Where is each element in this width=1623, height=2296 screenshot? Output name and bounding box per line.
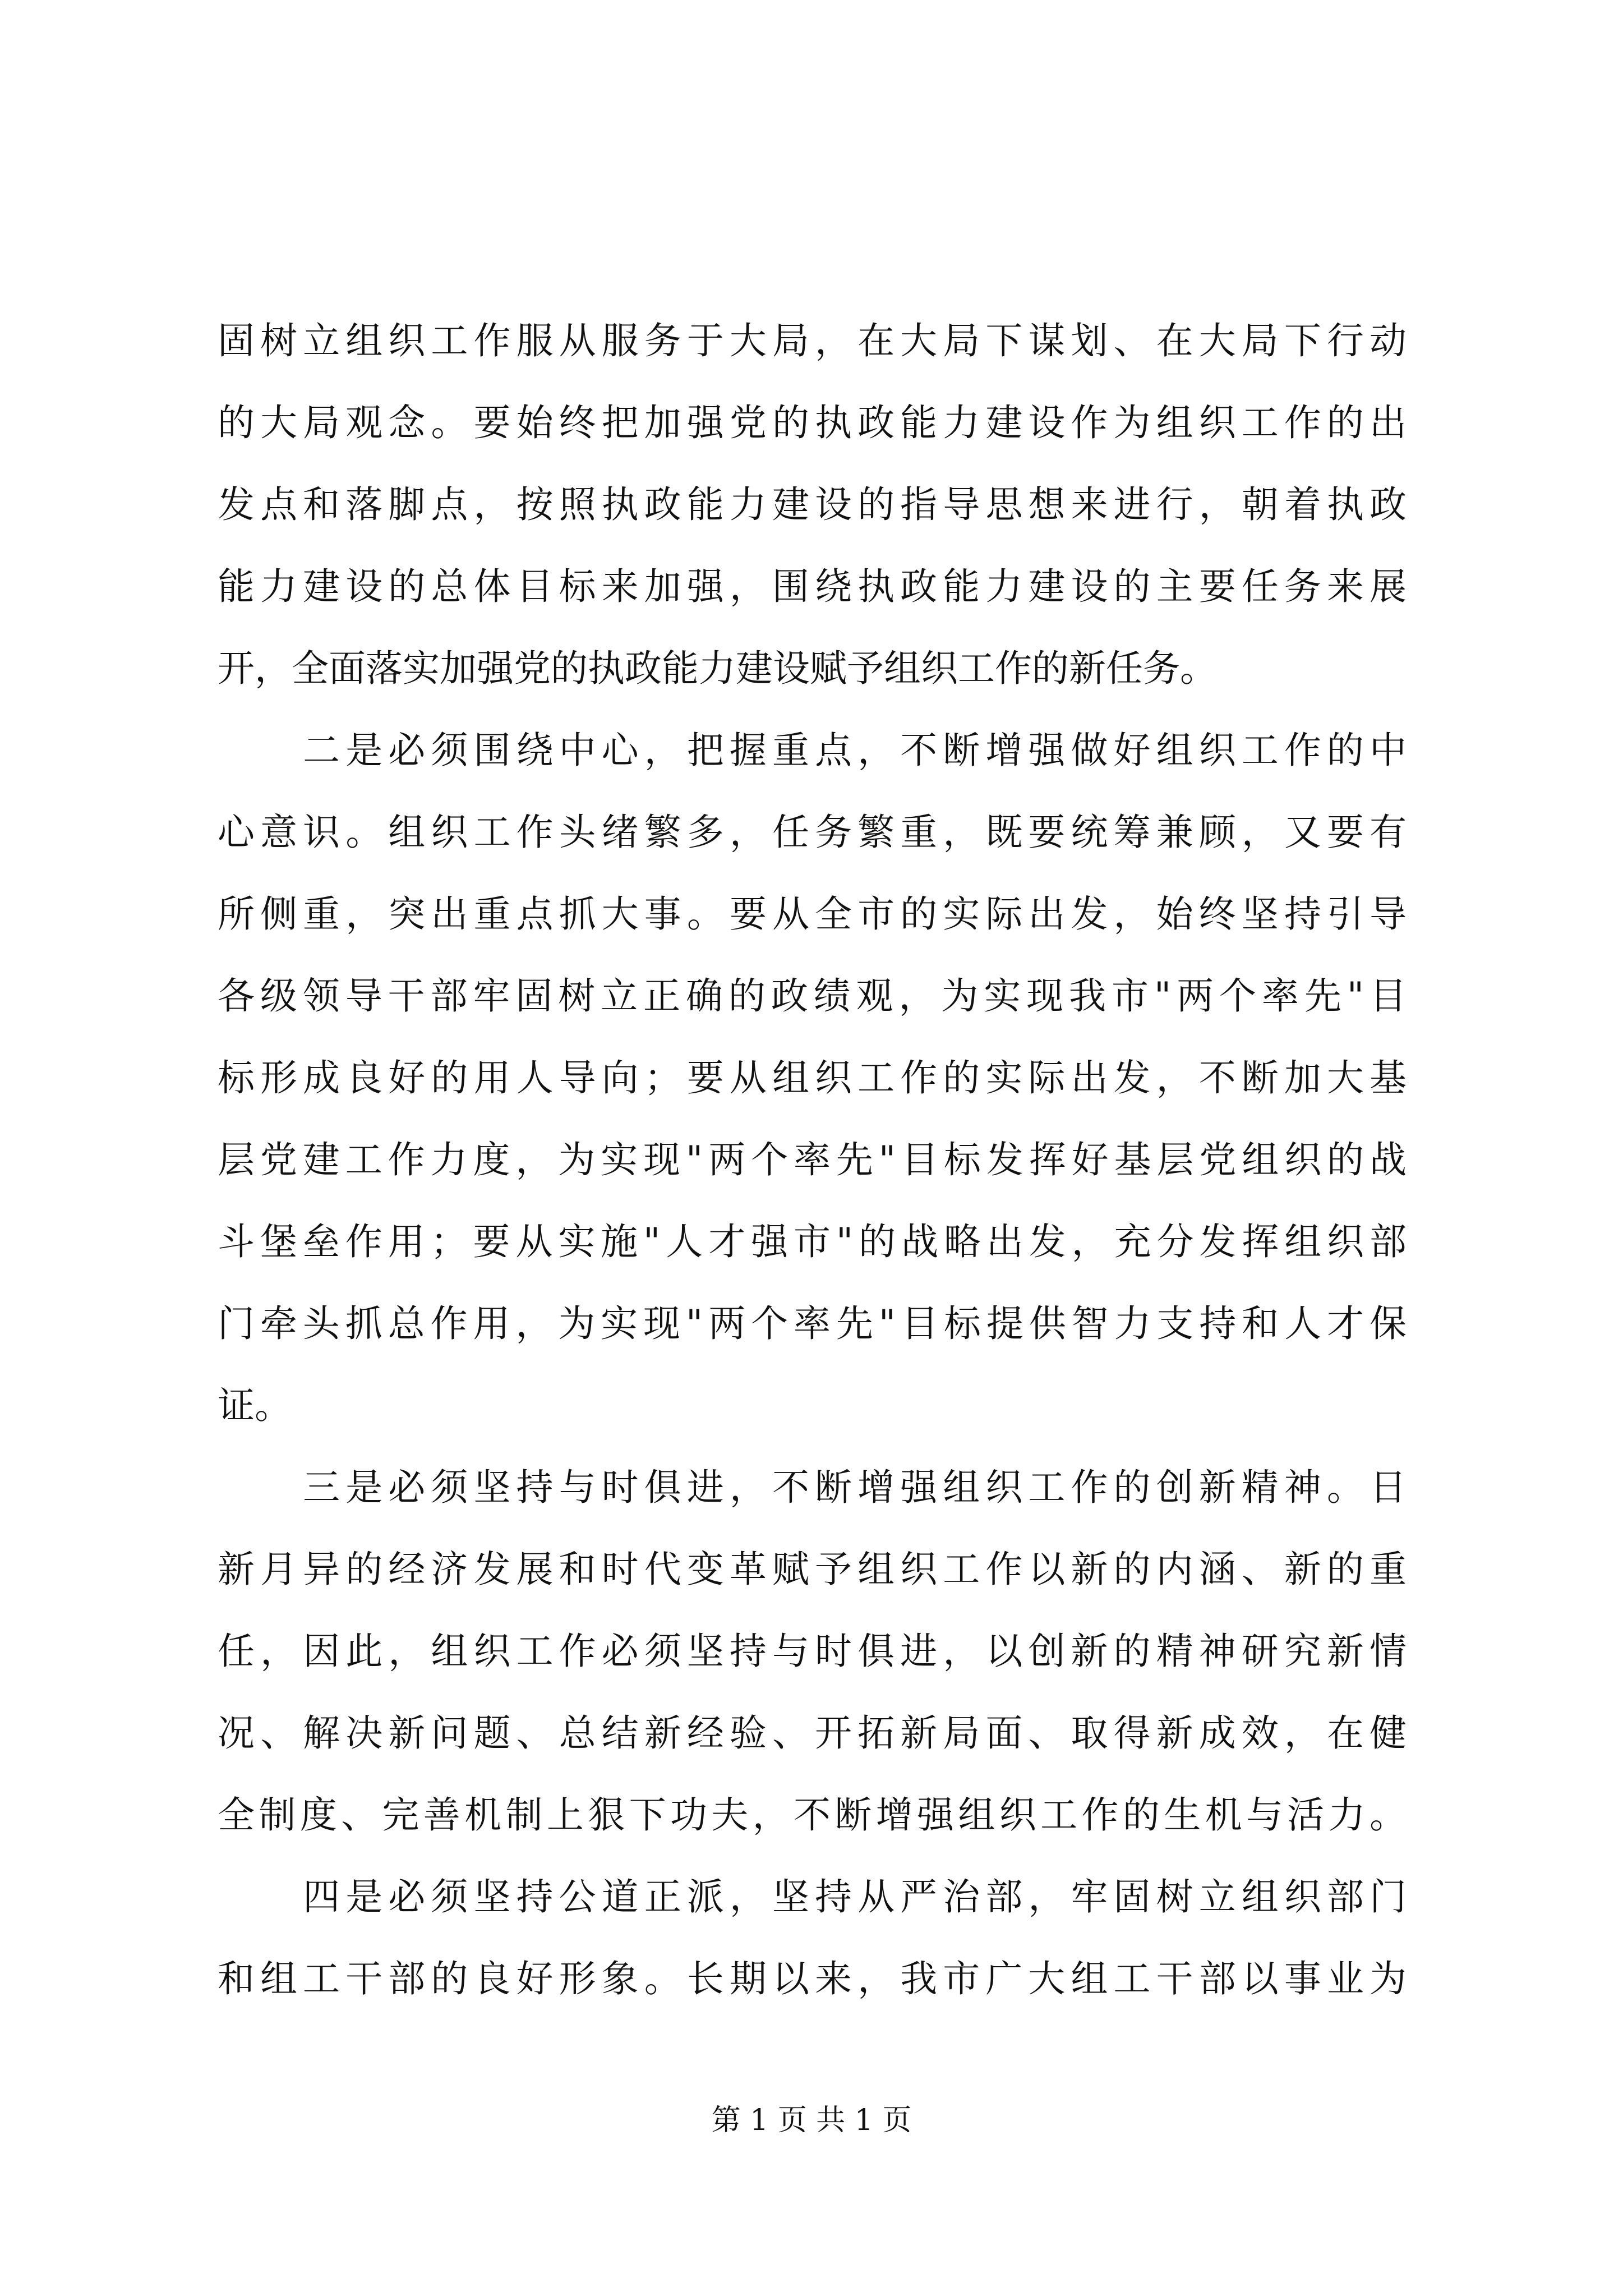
document-body	[218, 300, 1407, 2020]
text-line: 心意识。组织工作头绪繁多，任务繁重，既要统筹兼顾，又要有	[218, 811, 1407, 854]
text-line: 能力建设的总体目标来加强，围绕执政能力建设的主要任务来展	[218, 565, 1407, 608]
text-line: 标形成良好的用人导向；要从组织工作的实际出发，不断加大基	[218, 1056, 1407, 1099]
text-line: 所侧重，突出重点抓大事。要从全市的实际出发，始终坚持引导	[218, 892, 1407, 936]
page-footer	[0, 2098, 1623, 2143]
text-line: 二是必须围绕中心，把握重点，不断增强做好组织工作的中	[218, 729, 1407, 772]
text-line: 证。	[218, 1384, 292, 1427]
text-line: 各级领导干部牢固树立正确的政绩观，为实现我市"两个率先"目	[218, 974, 1407, 1018]
text-line: 新月异的经济发展和时代变革赋予组织工作以新的内涵、新的重	[218, 1548, 1407, 1591]
text-line: 斗堡垒作用；要从实施"人才强市"的战略出发，充分发挥组织部	[218, 1220, 1407, 1263]
text-line: 门牵头抓总作用，为实现"两个率先"目标提供智力支持和人才保	[218, 1302, 1407, 1345]
text-line: 三是必须坚持与时俱进，不断增强组织工作的创新精神。日	[218, 1466, 1407, 1509]
text-line: 的大局观念。要始终把加强党的执政能力建设作为组织工作的出	[218, 401, 1407, 444]
text-line: 和组工干部的良好形象。长期以来，我市广大组工干部以事业为	[218, 1957, 1407, 2000]
text-line: 况、解决新问题、总结新经验、开拓新局面、取得新成效，在健	[218, 1711, 1407, 1755]
text-line: 全制度、完善机制上狠下功夫，不断增强组织工作的生机与活力。	[218, 1793, 1407, 1837]
text-line: 任，因此，组织工作必须坚持与时俱进，以创新的精神研究新情	[218, 1630, 1407, 1673]
text-line: 固树立组织工作服从服务于大局，在大局下谋划、在大局下行动	[218, 319, 1407, 362]
text-line: 开，全面落实加强党的执政能力建设赋予组织工作的新任务。	[218, 647, 1217, 690]
text-line: 发点和落脚点，按照执政能力建设的指导思想来进行，朝着执政	[218, 483, 1407, 526]
page-number-label: 第 1 页 共 1 页	[711, 2104, 912, 2137]
text-line: 层党建工作力度，为实现"两个率先"目标发挥好基层党组织的战	[218, 1138, 1407, 1181]
text-line: 四是必须坚持公道正派，坚持从严治部，牢固树立组织部门	[218, 1875, 1407, 1918]
